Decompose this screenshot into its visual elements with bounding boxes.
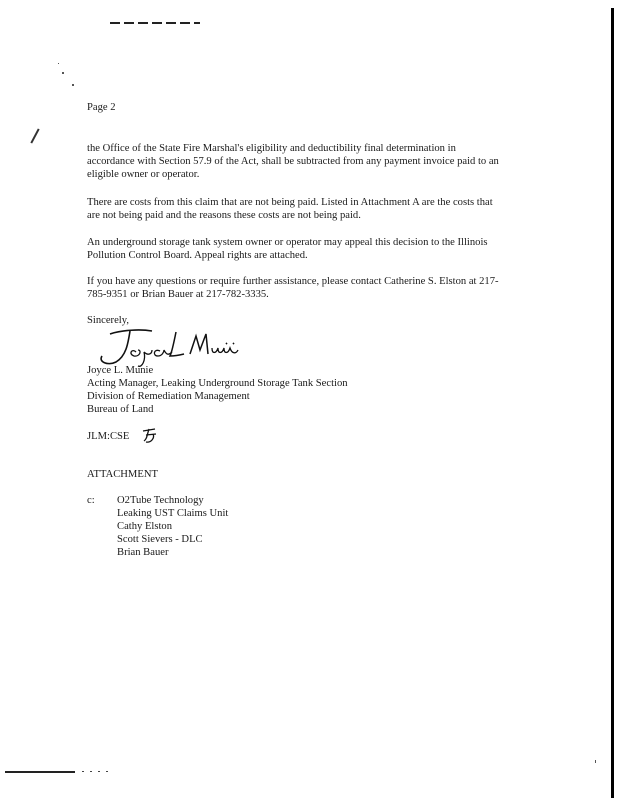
paragraph-1-line-1: the Office of the State Fire Marshal's eligibility and deductibility final determination in (87, 143, 456, 154)
scan-edge (611, 8, 614, 798)
paragraph-1-line-3: eligible owner or operator. (87, 169, 200, 180)
paragraph-3-line-2: Pollution Control Board. Appeal rights are attached. (87, 250, 308, 261)
signatory-name: Joyce L. Munie (87, 365, 154, 376)
paragraph-4-line-2: 785-9351 or Brian Bauer at 217-782-3335. (87, 289, 269, 300)
cc-recipient: O2Tube Technology (117, 495, 204, 506)
cc-recipient: Leaking UST Claims Unit (117, 508, 229, 519)
paragraph-4-line-1: If you have any questions or require further assistance, please contact Catherine S. Elston at 217- (87, 276, 499, 287)
reference-initials: JLM:CSE (87, 431, 130, 442)
cc-recipient: Brian Bauer (117, 547, 169, 558)
paragraph-2-line-2: are not being paid and the reasons these costs are not being paid. (87, 210, 361, 221)
closing: Sincerely, (87, 315, 129, 326)
paragraph-1-line-2: accordance with Section 57.9 of the Act, shall be subtracted from any payment invoice paid to an (87, 156, 499, 167)
scan-speck (58, 63, 59, 64)
signatory-bureau: Bureau of Land (87, 404, 154, 415)
cc-label: c: (87, 495, 95, 506)
margin-mark (30, 128, 39, 143)
scan-artifact-top (110, 22, 200, 24)
page-label: Page 2 (87, 102, 116, 113)
handwritten-initials-image (141, 425, 159, 445)
scan-speck (62, 72, 64, 74)
scan-artifact-bottom-dots (82, 771, 114, 772)
attachment-label: ATTACHMENT (87, 469, 158, 480)
scan-speck (595, 760, 596, 763)
scan-speck (72, 84, 74, 86)
signatory-division: Division of Remediation Management (87, 391, 250, 402)
signatory-title: Acting Manager, Leaking Underground Storage Tank Section (87, 378, 348, 389)
paragraph-2-line-1: There are costs from this claim that are not being paid. Listed in Attachment A are the costs that (87, 197, 493, 208)
cc-recipient: Cathy Elston (117, 521, 173, 532)
scan-artifact-bottom-line (5, 771, 75, 773)
paragraph-3-line-1: An underground storage tank system owner or operator may appeal this decision to the Illinois (87, 237, 488, 248)
cc-recipient: Scott Sievers - DLC (117, 534, 203, 545)
cc-recipient-list (117, 494, 228, 559)
